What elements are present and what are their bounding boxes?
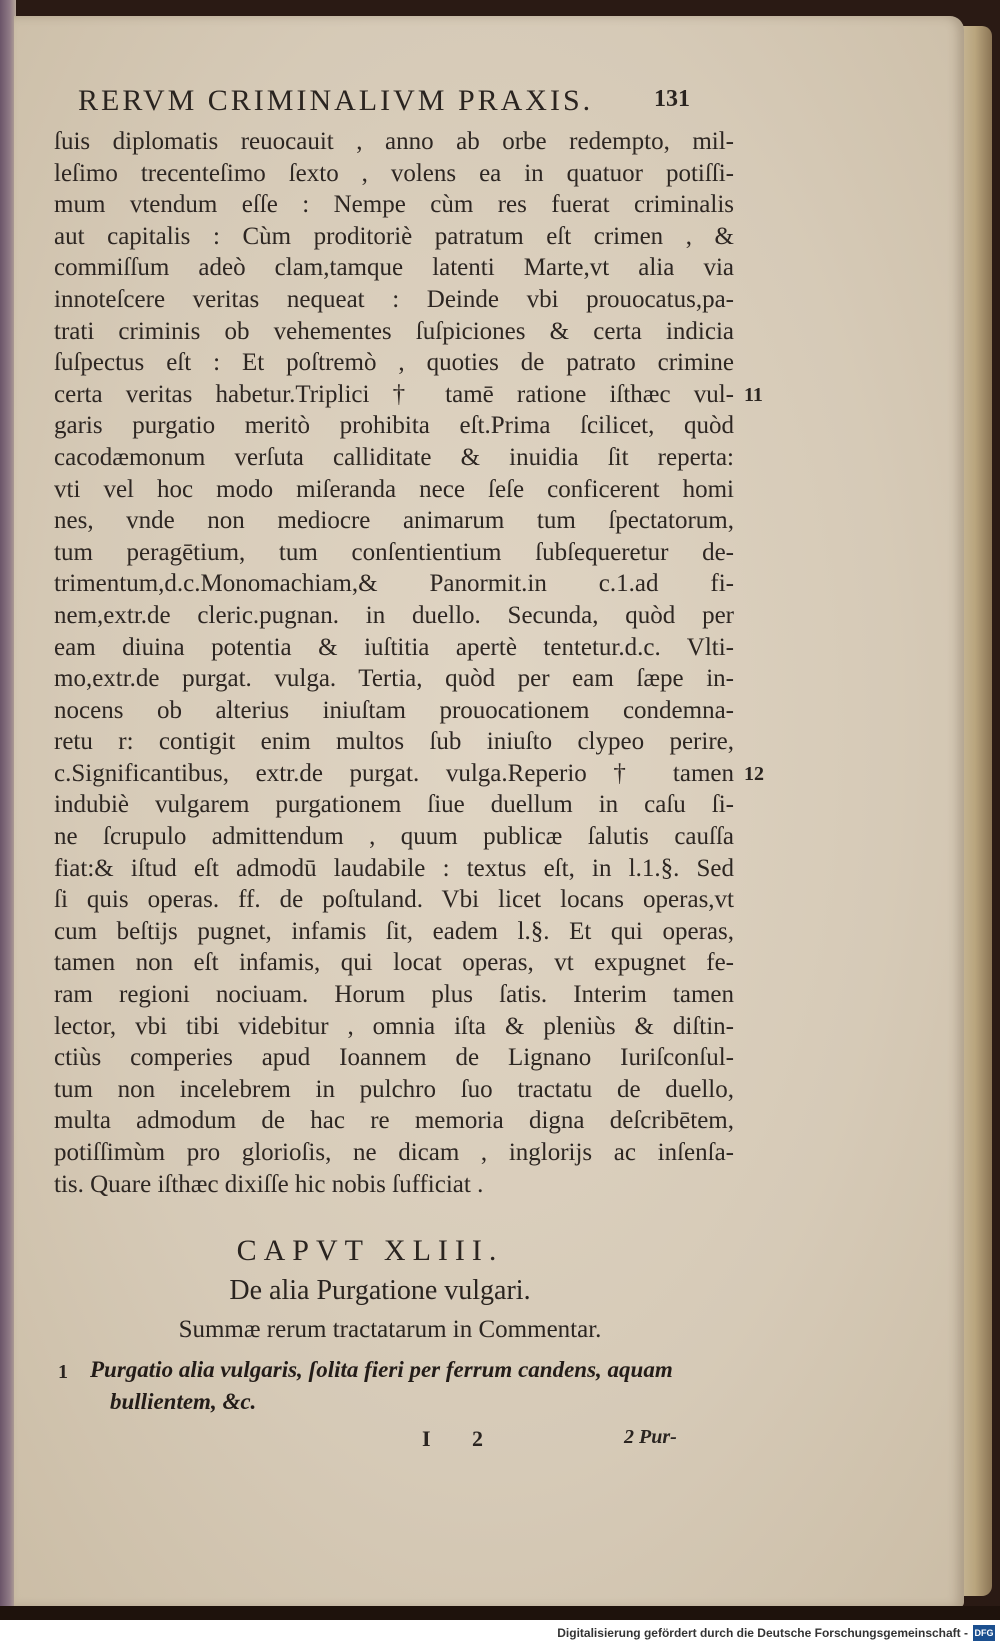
text-line: trimentum,d.c.Monomachiam,& Panormit.in c.1.ad fi- [54,570,734,598]
text-line: cacodæmonum verſuta calliditate & inuidia ſit reperta: [54,443,734,471]
text-line: indubiè vulgarem purgationem ſiue duellum in caſu ſi- [54,791,734,819]
text-line: nocens ob alterius iniuſtam prouocationem condemna- [54,696,734,724]
text-line: ſi quis operas. ff. de poſtuland. Vbi licet locans operas,vt [54,886,734,914]
marginal-note: 11 [744,383,763,406]
catchword: 2 Pur- [624,1426,677,1448]
text-line: leſimo trecenteſimo ſexto , volens ea in quatuor potiſſi- [54,159,734,187]
text-line: fiat:& iſtud eſt admodū laudabile : textus eſt, in l.1.§. Sed [54,854,734,882]
text-line: multa admodum de hac re memoria digna deſcribētem, [54,1107,734,1135]
summary-item-line: Purgatio alia vulgaris, ſolita fieri per ferrum candens, aquam [90,1357,673,1382]
text-line: lector, vbi tibi videbitur , omnia iſta & pleniùs & diſtin- [54,1012,734,1040]
text-line: potiſſimùm pro glorioſis, ne dicam , inglorijs ac inſenſa- [54,1139,734,1166]
text-line: ram regioni nociuam. Horum plus ſatis. Interim tamen [54,981,734,1009]
text-line: mum vtendum eſſe : Nempe cùm res fuerat criminalis [54,191,734,219]
text-line: certa veritas habetur.Triplici † tamē ratione iſthæc vul- [54,380,734,408]
text-line: eam diuina potentia & iuſtitia apertè tentetur.d.c. Vlti- [54,633,734,661]
text-line: retu r: contigit enim multos ſub iniuſto clypeo perire, [54,728,734,756]
text-line: ctiùs comperies apud Ioannem de Lignano Iuriſconſul- [54,1044,734,1072]
text-line: mo,extr.de purgat. vulga. Tertia, quòd per eam ſæpe in- [54,665,734,693]
text-line: tis. Quare iſthæc dixiſſe hic nobis ſufficiat . [54,1170,484,1198]
summary-item-number: 1 [58,1361,68,1383]
text-line: ſuſpectus eſt : Et poſtremò , quoties de patrato crimine [54,349,734,377]
text-line: tamen non eſt infamis, qui locat operas, vt expugnet fe- [54,949,734,977]
dfg-logo-icon[interactable]: DFG [973,1625,995,1641]
text-line: ſuis diplomatis reuocauit , anno ab orbe redempto, mil- [54,128,734,155]
text-line: cum beſtijs pugnet, infamis ſit, eadem l.§. Et qui operas, [54,917,734,945]
text-line: commiſſum adeò clam,tamque latenti Marte,vt alia via [54,254,734,282]
text-line: vti vel hoc modo miſeranda nece ſeſe conficerent homi [54,475,734,503]
text-line: nes, vnde non mediocre animarum tum ſpectatorum, [54,507,734,535]
text-line: innoteſcere veritas nequeat : Deinde vbi prouocatus,pa- [54,285,734,313]
text-line: ne ſcrupulo admittendum , quum publicæ ſalutis cauſſa [54,823,734,851]
chapter-subtitle: De alia Purgatione vulgari. [229,1275,531,1306]
chapter-title: CAPVT XLIII. [236,1234,504,1267]
text-line: c.Significantibus, extr.de purgat. vulga.Reperio † tamen [54,759,734,787]
folio-number: 131 [654,86,690,112]
text-line: nem,extr.de cleric.pugnan. in duello. Secunda, quòd per [54,601,734,629]
text-line: trati criminis ob vehementes ſuſpiciones & certa indicia [54,317,734,345]
signature-mark: I 2 [422,1426,502,1451]
summary-heading: Summæ rerum tractatarum in Commentar. [178,1316,602,1343]
text-line: tum non incelebrem in pulchro ſuo tractatu de duello, [54,1075,734,1103]
summary-item-line: bullientem, &c. [110,1389,257,1414]
body-text [54,126,734,1200]
text-line: garis purgatio meritò prohibita eſt.Prima ſcilicet, quòd [54,412,734,440]
running-head: RERVM CRIMINALIVM PRAXIS. [78,84,594,117]
marginal-note: 12 [744,763,764,785]
text-line: tum peragētium, tum conſentientium ſubſequeretur de- [54,538,734,566]
text-line: aut capitalis : Cùm proditoriè patratum eſt crimen , & [54,222,734,250]
scan-bottom-edge [0,1606,1000,1620]
footer-credit: Digitalisierung gefördert durch die Deutsche Forschungsgemeinschaft - [557,1626,968,1640]
